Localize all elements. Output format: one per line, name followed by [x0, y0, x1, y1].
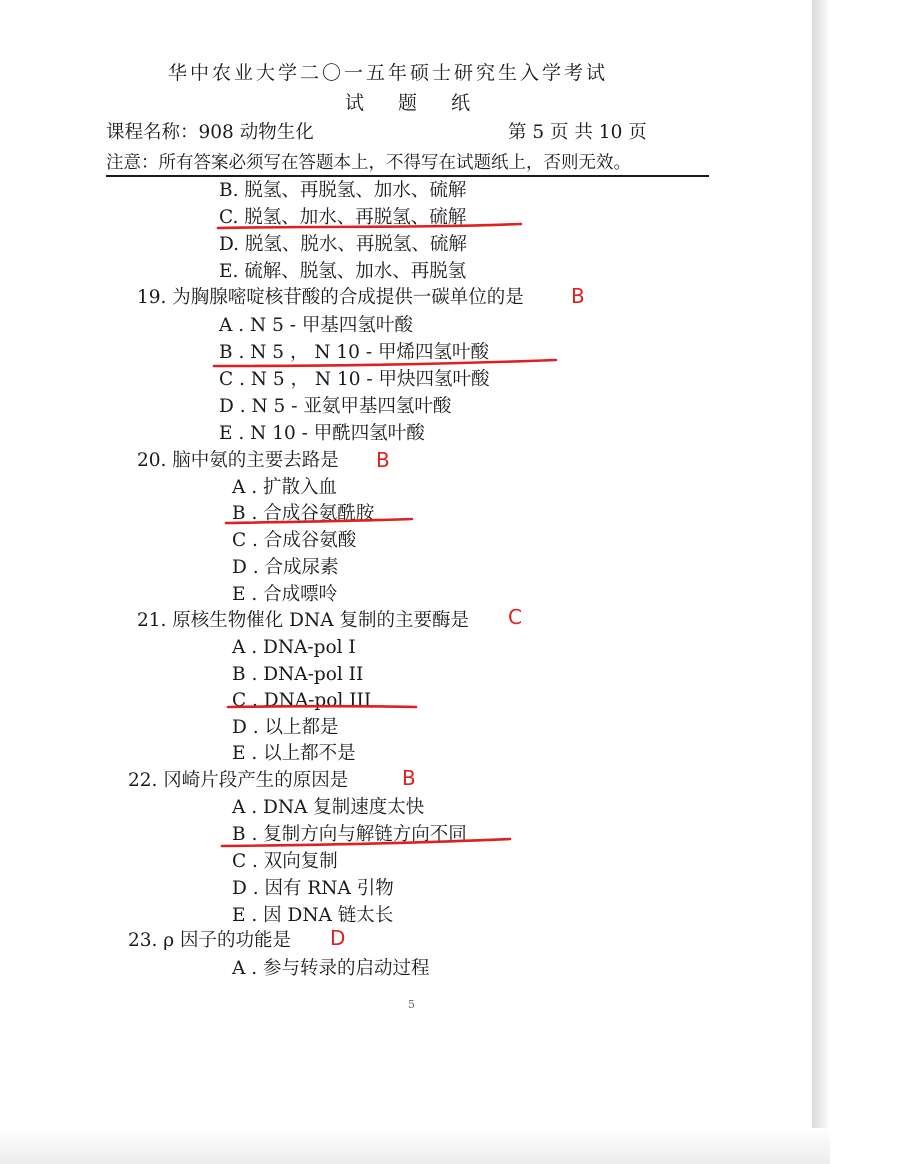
- question-21-handwritten-answer: C: [508, 605, 522, 629]
- exam-subtitle: 试 题 纸: [345, 92, 485, 114]
- page-info: 第 5 页 共 10 页: [508, 122, 647, 143]
- q18-option-d: D. 脱氢、脱水、再脱氢、硫解: [219, 234, 467, 255]
- question-19-stem: 19. 为胸腺嘧啶核苷酸的合成提供一碳单位的是: [137, 287, 524, 308]
- question-23-stem: 23. ρ 因子的功能是: [128, 930, 292, 951]
- q19-option-b-red-underline: [214, 360, 556, 366]
- q21-option-c-red-underline: [228, 706, 416, 707]
- q20-option-b-red-underline: [226, 519, 412, 523]
- question-21-stem: 21. 原核生物催化 DNA 复制的主要酶是: [137, 610, 469, 631]
- question-20-stem: 20. 脑中氨的主要去路是: [137, 450, 339, 471]
- q19-option-e: E . N 10 - 甲酰四氢叶酸: [219, 423, 425, 444]
- q20-option-d: D . 合成尿素: [232, 557, 339, 578]
- q20-option-b: B . 合成谷氨酰胺: [232, 503, 375, 524]
- q22-option-b-red-underline: [222, 839, 510, 846]
- q20-option-a: A . 扩散入血: [232, 477, 338, 498]
- q21-option-d: D . 以上都是: [232, 717, 339, 738]
- question-22-stem: 22. 冈崎片段产生的原因是: [128, 770, 349, 791]
- q20-option-c: C . 合成谷氨酸: [232, 530, 357, 551]
- q23-option-a: A . 参与转录的启动过程: [232, 958, 430, 979]
- q20-option-e: E . 合成嘌呤: [232, 584, 338, 605]
- q21-option-a: A . DNA-pol I: [232, 637, 356, 658]
- question-19-handwritten-answer: B: [571, 284, 585, 308]
- q22-option-c: C . 双向复制: [232, 851, 338, 872]
- q22-option-a: A . DNA 复制速度太快: [232, 797, 425, 818]
- q22-option-d: D . 因有 RNA 引物: [232, 878, 394, 899]
- exam-title: 华中农业大学二〇一五年硕士研究生入学考试: [168, 62, 609, 84]
- q22-option-b: B . 复制方向与解链方向不同: [232, 824, 467, 845]
- q19-option-a: A . N 5 - 甲基四氢叶酸: [219, 315, 413, 336]
- question-20-handwritten-answer: B: [376, 448, 390, 472]
- q18-option-c: C. 脱氢、加水、再脱氢、硫解: [219, 207, 467, 228]
- q18-option-e: E. 硫解、脱氢、加水、再脱氢: [219, 261, 467, 282]
- question-23-handwritten-answer: D: [330, 926, 346, 950]
- q18-option-c-red-underline: [218, 224, 521, 228]
- q18-option-b: B. 脱氢、再脱氢、加水、硫解: [219, 180, 467, 201]
- page-number: 5: [408, 998, 415, 1011]
- q22-option-e: E . 因 DNA 链太长: [232, 905, 394, 926]
- q21-option-c: C . DNA-pol III: [232, 690, 372, 711]
- q19-option-c: C . N 5 ， N 10 - 甲炔四氢叶酸: [219, 369, 490, 390]
- question-22-handwritten-answer: B: [402, 766, 416, 790]
- q19-option-b: B . N 5 ， N 10 - 甲烯四氢叶酸: [219, 342, 489, 363]
- notice-text: 注意：所有答案必须写在答题本上，不得写在试题纸上，否则无效。: [106, 153, 631, 173]
- q21-option-e: E . 以上都不是: [232, 743, 356, 764]
- course-name: 课程名称：908 动物生化: [106, 122, 314, 143]
- q19-option-d: D . N 5 - 亚氨甲基四氢叶酸: [219, 396, 452, 417]
- q21-option-b: B . DNA-pol II: [232, 664, 364, 685]
